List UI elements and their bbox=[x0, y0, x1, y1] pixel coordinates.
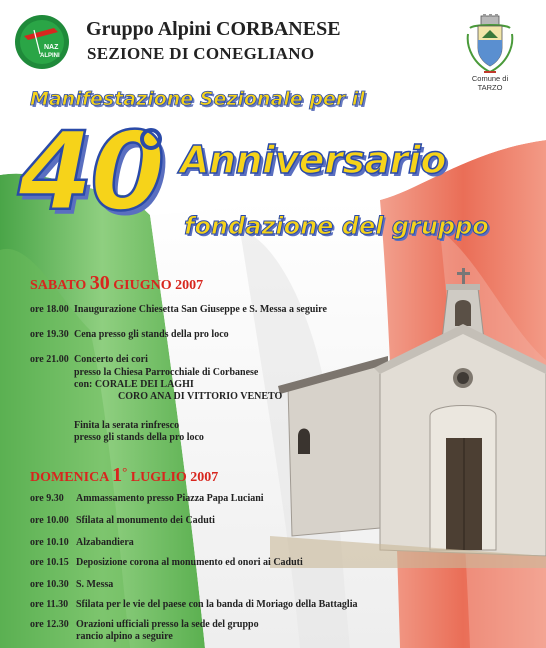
row-text: Deposizione corona al monumento ed onori ai Caduti bbox=[76, 557, 303, 568]
degree-symbol bbox=[140, 128, 162, 150]
refresh-line: Finita la serata rinfresco bbox=[74, 420, 180, 431]
row-text: Concerto dei cori bbox=[74, 354, 148, 365]
day2-prefix: DOMENICA bbox=[30, 470, 113, 485]
row-text: Sfilata al monumento dei Caduti bbox=[76, 515, 215, 526]
day2-row bbox=[30, 557, 303, 569]
row-time: ore 10.10 bbox=[30, 537, 69, 548]
concert-line: con: CORALE DEI LAGHI bbox=[74, 379, 194, 390]
row-time: ore 10.30 bbox=[30, 579, 69, 590]
row-time: ore 9.30 bbox=[30, 493, 64, 504]
row-time: ore 18.00 bbox=[30, 304, 69, 315]
day1-row bbox=[30, 304, 327, 316]
day1-row bbox=[30, 329, 229, 341]
day2-row bbox=[30, 537, 134, 549]
day2-row bbox=[30, 599, 357, 611]
row-time: ore 11.30 bbox=[30, 599, 69, 610]
anniversary-number: 40 bbox=[18, 110, 163, 235]
ana-logo-text-1: NAZ bbox=[44, 44, 59, 51]
anniversary-heading: Anniversario bbox=[180, 138, 446, 182]
day1-prefix: SABATO bbox=[30, 278, 90, 293]
row-text: Inaugurazione Chiesetta San Giuseppe e S. Messa a seguire bbox=[74, 304, 327, 315]
row-time: ore 19.30 bbox=[30, 329, 69, 340]
foundation-heading: fondazione del gruppo bbox=[184, 212, 489, 240]
day1-row bbox=[30, 354, 148, 366]
lunch-line: rancio alpino a seguire bbox=[76, 631, 173, 642]
municipal-crest-icon bbox=[464, 14, 516, 76]
row-time: ore 10.15 bbox=[30, 557, 69, 568]
row-text: Alzabandiera bbox=[76, 537, 134, 548]
concert-line: presso la Chiesa Parrocchiale di Corbanese bbox=[74, 367, 259, 378]
day2-degree: ° bbox=[122, 464, 128, 479]
refresh-line: presso gli stands della pro loco bbox=[74, 432, 204, 443]
row-text: Orazioni ufficiali presso la sede del gruppo bbox=[76, 619, 259, 630]
row-text: Ammassamento presso Piazza Papa Luciani bbox=[76, 493, 264, 504]
manifestation-heading: Manifestazione Sezionale per il bbox=[30, 88, 365, 110]
day2-month: LUGLIO 2007 bbox=[127, 470, 219, 485]
row-time: ore 12.30 bbox=[30, 619, 69, 630]
section-subtitle: SEZIONE DI CONEGLIANO bbox=[87, 44, 315, 63]
concert-line: CORO ANA DI VITTORIO VENETO bbox=[118, 391, 283, 402]
row-text: Sfilata per le vie del paese con la banda di Moriago della Battaglia bbox=[76, 599, 358, 610]
day1-month: GIUGNO 2007 bbox=[109, 278, 204, 293]
day2-heading bbox=[30, 464, 218, 487]
day2-row bbox=[30, 619, 259, 631]
day1-number: 30 bbox=[89, 272, 110, 294]
day2-row bbox=[30, 493, 264, 505]
row-text: Cena presso gli stands della pro loco bbox=[74, 329, 229, 340]
day2-number: 1 bbox=[112, 464, 123, 486]
day2-row bbox=[30, 579, 113, 591]
crest-label bbox=[456, 74, 524, 92]
crest-label-line2: TARZO bbox=[477, 83, 503, 92]
day2-row bbox=[30, 515, 215, 527]
ana-logo-icon bbox=[14, 14, 70, 70]
row-text: S. Messa bbox=[76, 579, 114, 590]
row-time: ore 10.00 bbox=[30, 515, 69, 526]
ana-logo-text-2: ALPINI bbox=[40, 53, 60, 59]
crest-label-line1: Comune di bbox=[471, 74, 509, 83]
row-time: ore 21.00 bbox=[30, 354, 69, 365]
group-title: Gruppo Alpini CORBANESE bbox=[86, 18, 341, 40]
day1-heading bbox=[30, 272, 203, 295]
